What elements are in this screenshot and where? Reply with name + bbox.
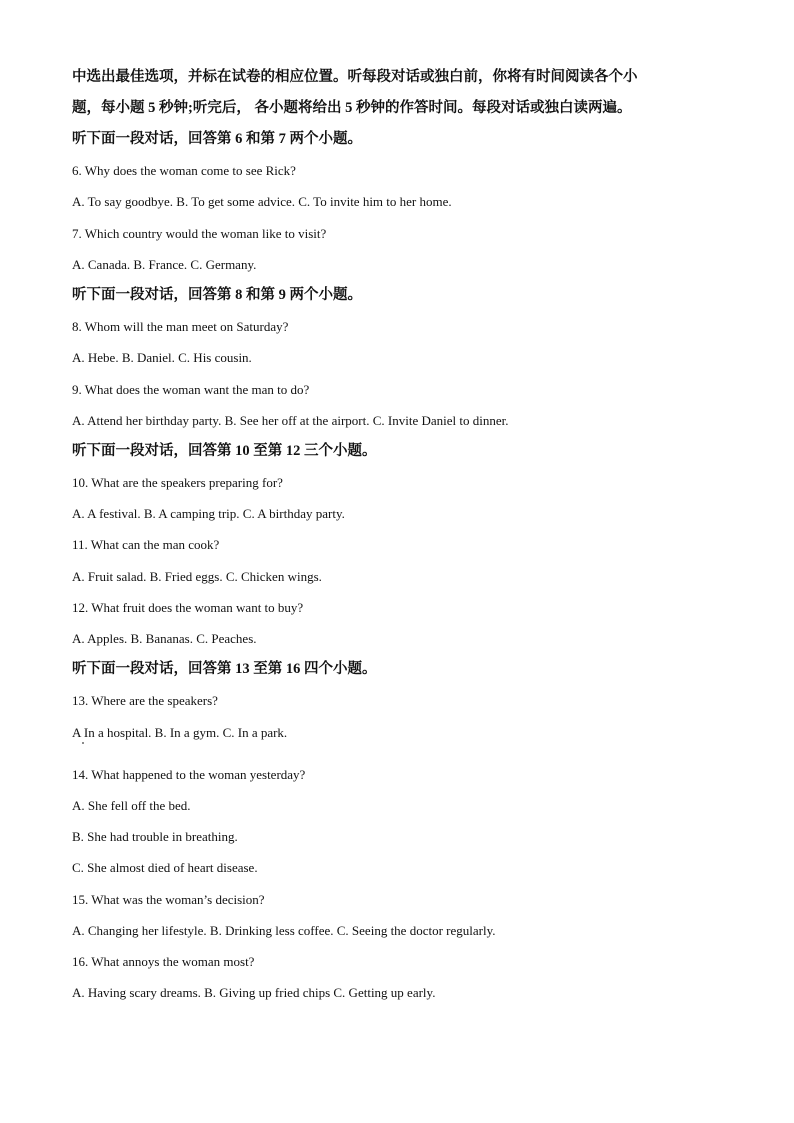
- options-12: A. Apples. B. Bananas. C. Peaches.: [72, 631, 257, 646]
- question-16: 16. What annoys the woman most?: [72, 953, 255, 969]
- question-11: 11. What can the man cook?: [72, 537, 220, 553]
- section-heading: 听下面一段对话，回答第 8 和第 9 两个小题。: [72, 286, 362, 303]
- options-7: A. Canada. B. France. C. Germany.: [72, 256, 257, 272]
- section-q10-q12: [72, 436, 732, 654]
- question-14: 14. What happened to the woman yesterday?: [72, 766, 306, 782]
- exam-page: [72, 62, 732, 1008]
- question-13: 13. Where are the speakers?: [72, 693, 218, 709]
- question-12: 12. What fruit does the woman want to buy?: [72, 599, 304, 615]
- section-heading: 听下面一段对话，回答第 13 至第 16 四个小题。: [72, 661, 377, 678]
- section-q8-q9: [72, 280, 732, 436]
- section-q13-q16: [72, 654, 732, 1008]
- question-15: 15. What was the woman’s decision?: [72, 891, 265, 907]
- spacer: [72, 748, 732, 759]
- section-heading: 听下面一段对话，回答第 10 至第 12 三个小题。: [72, 442, 377, 459]
- options-8: A. Hebe. B. Daniel. C. His cousin.: [72, 350, 252, 366]
- scan-dot: [82, 742, 84, 744]
- question-8: 8. Whom will the man meet on Saturday?: [72, 319, 289, 335]
- options-16: A. Having scary dreams. B. Giving up fried chips C. Getting up early.: [72, 985, 436, 1001]
- options-15: A. Changing her lifestyle. B. Drinking less coffee. C. Seeing the doctor regularly.: [72, 922, 496, 938]
- instructions-line-2: 题，每小题 5 秒钟;听完后， 各小题将给出 5 秒钟的作答时间。每段对话或独白读两遍。: [72, 100, 632, 116]
- option-14-a: A. She fell off the bed.: [72, 797, 191, 813]
- section-heading: 听下面一段对话，回答第 6 和第 7 两个小题。: [72, 131, 362, 147]
- option-14-c: C. She almost died of heart disease.: [72, 860, 258, 876]
- section-q6-q7: [72, 124, 732, 280]
- options-6: A. To say goodbye. B. To get some advice. C. To invite him to her home.: [72, 194, 452, 210]
- question-7: 7. Which country would the woman like to visit?: [72, 225, 327, 241]
- options-13: A In a hospital. B. In a gym. C. In a park.: [72, 724, 288, 740]
- options-9: A. Attend her birthday party. B. See her off at the airport. C. Invite Daniel to dinner.: [72, 412, 509, 428]
- instructions-line-1: 中选出最佳选项，并标在试卷的相应位置。听每段对话或独白前，你将有时间阅读各个小: [72, 69, 638, 85]
- question-10: 10. What are the speakers preparing for?: [72, 475, 283, 491]
- options-11: A. Fruit salad. B. Fried eggs. C. Chicken wings.: [72, 568, 322, 584]
- question-9: 9. What does the woman want the man to do?: [72, 381, 310, 397]
- option-14-b: B. She had trouble in breathing.: [72, 829, 238, 845]
- options-10: A. A festival. B. A camping trip. C. A birthday party.: [72, 506, 345, 522]
- question-6: 6. Why does the woman come to see Rick?: [72, 163, 296, 179]
